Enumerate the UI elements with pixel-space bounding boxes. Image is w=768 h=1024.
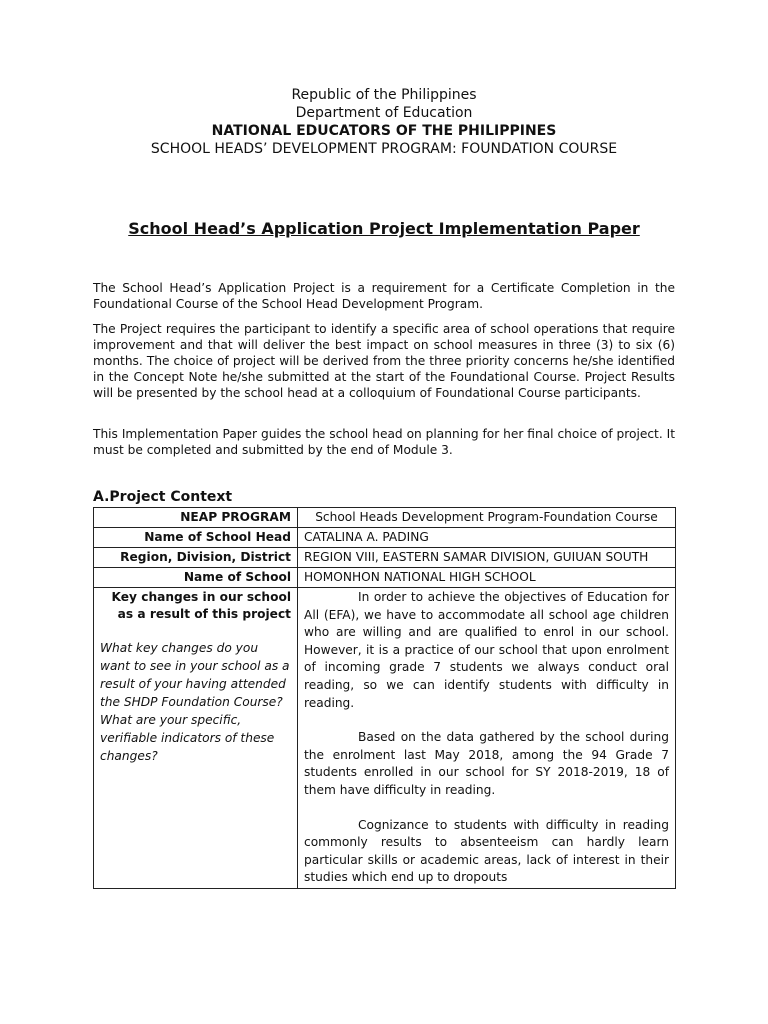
page-title: School Head’s Application Project Implementation Paper: [128, 219, 640, 238]
answer-paragraph-1: In order to achieve the objectives of Education for All (EFA), we have to accommodate all school age children who are willing and are qualified to enrol in our school. However, it is a practice of our school that upon enrolment of incoming grade 7 students we always conduct oral reading, so we can identify students with difficulty in reading.: [304, 590, 669, 710]
key-changes-row: [94, 588, 676, 889]
intro-paragraph-1: The School Head’s Application Project is a requirement for a Certificate Completion in the Foundational Course of the School Head Development Program.: [93, 281, 675, 311]
header-republic: Republic of the Philippines: [291, 87, 477, 103]
document-header: [0, 86, 768, 158]
header-program: SCHOOL HEADS’ DEVELOPMENT PROGRAM: FOUNDATION COURSE: [150, 141, 618, 157]
table-row: [94, 528, 676, 548]
key-changes-label: Key changes in our school as a result of this project: [111, 590, 291, 621]
row-label: Name of School: [94, 568, 298, 588]
answer-paragraph-3: Cognizance to students with difficulty in reading commonly results to absenteeism can hardly learn particular skills or academic areas, lack of interest in their studies which end up to dropouts: [304, 817, 669, 885]
table-row: [94, 548, 676, 568]
project-context-table: [93, 507, 676, 889]
table-row: [94, 568, 676, 588]
intro-paragraph-3: This Implementation Paper guides the school head on planning for her final choice of project. It must be completed and submitted by the end of Module 3.: [93, 427, 675, 457]
key-changes-label-cell: [94, 588, 298, 889]
key-changes-question: What key changes do you want to see in your school as a result of your having attended the SHDP Foundation Course? What are your specific, verifiable indicators of these changes?: [100, 641, 290, 763]
table-row: [94, 508, 676, 528]
row-value: HOMONHON NATIONAL HIGH SCHOOL: [298, 568, 676, 588]
row-label: NEAP PROGRAM: [94, 508, 298, 528]
answer-paragraph-2: Based on the data gathered by the school during the enrolment last May 2018, among the 94 Grade 7 students enrolled in our school for SY 2018-2019, 18 of them have difficulty in reading.: [304, 730, 669, 797]
header-department: Department of Education: [295, 105, 473, 121]
row-value: REGION VIII, EASTERN SAMAR DIVISION, GUIUAN SOUTH: [298, 548, 676, 568]
row-value: School Heads Development Program-Foundation Course: [298, 508, 676, 528]
header-neap: NATIONAL EDUCATORS OF THE PHILIPPINES: [211, 123, 557, 139]
key-changes-answer-cell: [298, 588, 676, 889]
row-label: Region, Division, District: [94, 548, 298, 568]
section-a-heading: A.Project Context: [93, 489, 233, 505]
row-value: CATALINA A. PADING: [298, 528, 676, 548]
row-label: Name of School Head: [94, 528, 298, 548]
intro-paragraph-2: The Project requires the participant to identify a specific area of school operations that require improvement and that will deliver the best impact on school measures in three (3) to six (6) months. The choice of project will be derived from the three priority concerns he/she identified in the Concept Note he/she submitted at the start of the Foundational Course. Project Results will be presented by the school head at a colloquium of Foundational Course participants.: [93, 322, 675, 400]
